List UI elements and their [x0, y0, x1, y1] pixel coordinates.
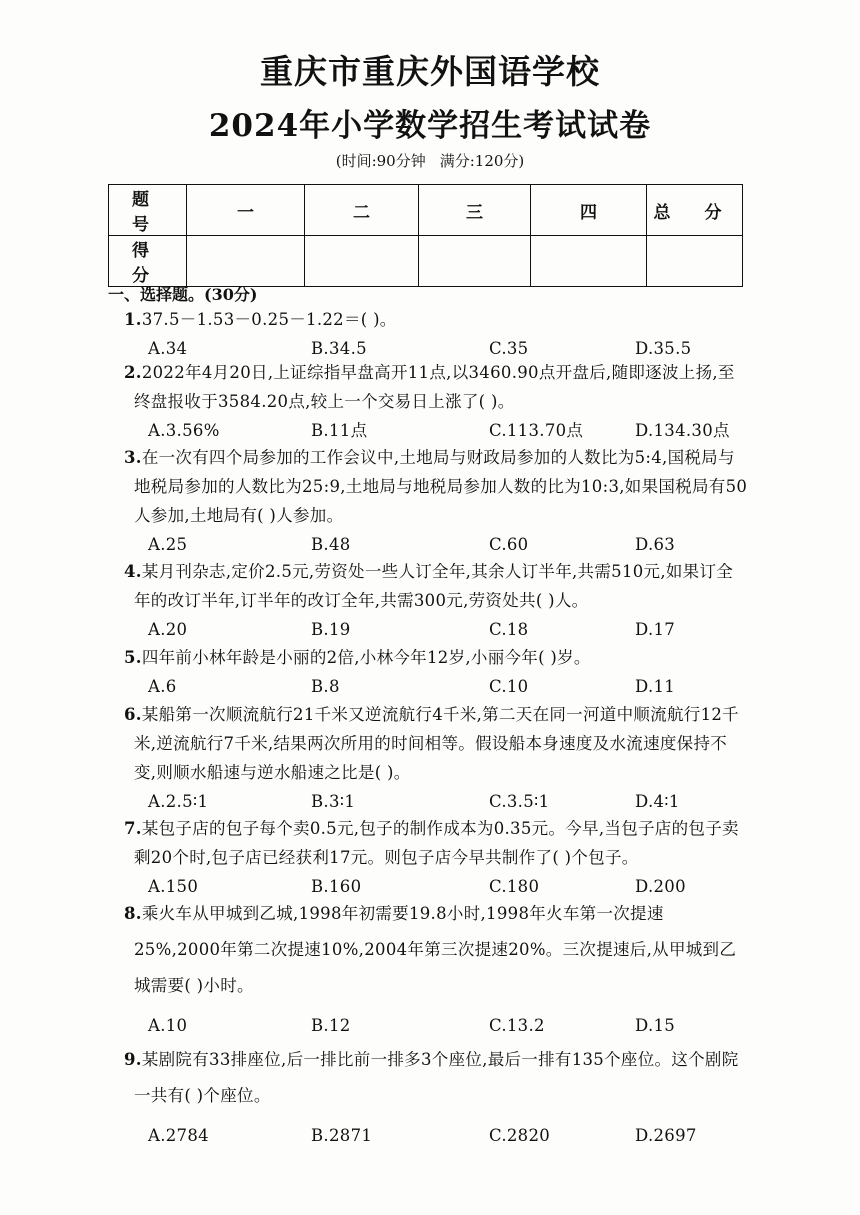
question-stem: 2.2022年4月20日,上证综指早盘高开11点,以3460.90点开盘后,随即逐波上扬,至终盘报收于3584.20点,较上一个交易日上涨了( )。: [124, 363, 735, 411]
question-4: [124, 557, 749, 643]
option-b: B.11点: [311, 421, 368, 440]
section-heading: 一、选择题。(30分): [108, 285, 258, 304]
option-a: A.3.56%: [148, 421, 220, 440]
option-b: B.12: [311, 1016, 351, 1035]
option-c: C.18: [489, 620, 529, 639]
question-8: [124, 896, 749, 1044]
score-header-cell: 题 号: [109, 185, 187, 236]
option-b: B.19: [311, 620, 351, 639]
option-a: A.25: [148, 535, 188, 554]
question-stem: 7.某包子店的包子每个卖0.5元,包子的制作成本为0.35元。今早,当包子店的包子卖剩20个时,包子店已经获利17元。则包子店今早共制作了( )个包子。: [124, 819, 739, 867]
score-header-cell: 一: [187, 185, 305, 236]
options: [124, 615, 749, 643]
option-c: C.113.70点: [489, 421, 584, 440]
option-c: C.35: [489, 339, 529, 358]
score-table-header-row: [109, 185, 743, 236]
options: [124, 1008, 749, 1044]
option-d: D.200: [635, 877, 686, 896]
score-header-cell: 总 分: [647, 185, 743, 236]
question-stem: 8.乘火车从甲城到乙城,1998年初需要19.8小时,1998年火车第一次提速25%,2000年第二次提速10%,2004年第三次提速20%。三次提速后,从甲城到乙城需要( )小时。: [124, 904, 737, 995]
option-c: C.10: [489, 677, 529, 696]
question-stem: 6.某船第一次顺流航行21千米又逆流航行4千米,第二天在同一河道中顺流航行12千米,逆流航行7千米,结果两次所用的时间相等。假设船本身速度及水流速度保持不变,则顺水船速与逆水船速之比是( )。: [124, 705, 739, 782]
option-b: B.8: [311, 677, 340, 696]
options: [124, 672, 749, 700]
question-1: [124, 305, 749, 362]
option-d: D.17: [635, 620, 676, 639]
option-c: C.180: [489, 877, 540, 896]
option-a: A.34: [148, 339, 188, 358]
question-stem: 5.四年前小林年龄是小丽的2倍,小林今年12岁,小丽今年( )岁。: [124, 648, 591, 667]
question-5: [124, 643, 749, 700]
option-b: B.2871: [311, 1126, 373, 1145]
option-d: D.134.30点: [635, 421, 730, 440]
score-header-cell: 二: [305, 185, 419, 236]
question-stem: 1.37.5－1.53－0.25－1.22＝( )。: [124, 310, 397, 329]
score-blank-cell: [419, 236, 531, 287]
score-table: [108, 184, 743, 287]
option-c: C.60: [489, 535, 529, 554]
question-7: [124, 814, 749, 900]
option-d: D.2697: [635, 1126, 697, 1145]
question-stem: 9.某剧院有33排座位,后一排比前一排多3个座位,最后一排有135个座位。这个剧院一共有( )个座位。: [124, 1050, 739, 1105]
options: [124, 530, 749, 558]
option-a: A.2.5∶1: [148, 792, 209, 811]
option-d: D.4∶1: [635, 792, 680, 811]
question-stem: 3.在一次有四个局参加的工作会议中,土地局与财政局参加的人数比为5:4,国税局与地税局参加的人数比为25:9,土地局与地税局参加人数的比为10:3,如果国税局有50人参加,土地局有( )人参加。: [124, 448, 748, 525]
option-d: D.15: [635, 1016, 676, 1035]
question-2: [124, 358, 749, 444]
exam-info: [0, 150, 860, 171]
option-d: D.11: [635, 677, 676, 696]
option-a: A.20: [148, 620, 188, 639]
options: [124, 1118, 749, 1154]
score-blank-cell: [531, 236, 647, 287]
question-stem: 4.某月刊杂志,定价2.5元,劳资处一些人订全年,其余人订半年,共需510元,如果订全年的改订半年,订半年的改订全年,共需300元,劳资处共( )人。: [124, 562, 734, 610]
exam-time: (时间:90分钟: [335, 152, 426, 170]
option-b: B.160: [311, 877, 362, 896]
score-blank-cell: [647, 236, 743, 287]
school-title: 重庆市重庆外国语学校: [260, 52, 600, 91]
exam-title: 2024年小学数学招生考试试卷: [208, 108, 652, 144]
option-b: B.3∶1: [311, 792, 356, 811]
question-3: [124, 443, 749, 558]
score-header-cell: 四: [531, 185, 647, 236]
option-a: A.2784: [148, 1126, 209, 1145]
score-blank-cell: [305, 236, 419, 287]
option-b: B.34.5: [311, 339, 367, 358]
score-header-cell: 三: [419, 185, 531, 236]
option-d: D.35.5: [635, 339, 692, 358]
option-a: A.6: [148, 677, 177, 696]
option-c: C.3.5∶1: [489, 792, 550, 811]
option-d: D.63: [635, 535, 676, 554]
option-a: A.10: [148, 1016, 188, 1035]
question-6: [124, 700, 749, 815]
option-b: B.48: [311, 535, 351, 554]
options: [124, 416, 749, 444]
score-blank-cell: [187, 236, 305, 287]
exam-full-score: 满分:120分): [439, 152, 525, 170]
options: [124, 787, 749, 815]
score-row-label: 得 分: [109, 236, 187, 287]
score-table-score-row: [109, 236, 743, 287]
option-c: C.2820: [489, 1126, 551, 1145]
option-c: C.13.2: [489, 1016, 545, 1035]
option-a: A.150: [148, 877, 199, 896]
question-9: [124, 1042, 749, 1154]
